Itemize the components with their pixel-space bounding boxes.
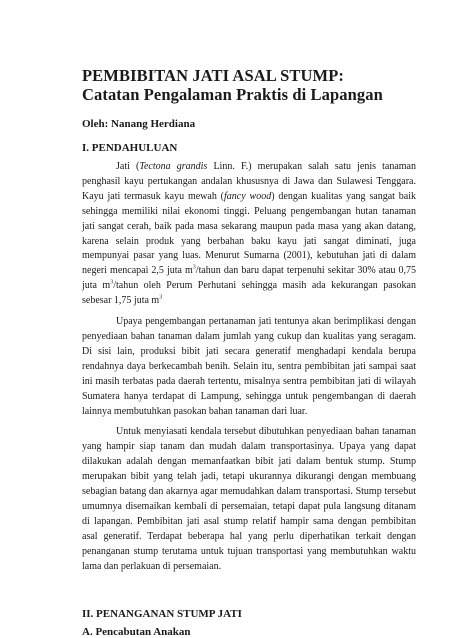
subsection-heading-pencabutan: A. Pencabutan Anakan [82, 626, 191, 638]
author-line: Oleh: Nanang Herdiana [82, 118, 196, 130]
document-title [82, 66, 416, 104]
section-heading-penanganan: II. PENANGANAN STUMP JATI [82, 608, 242, 621]
title-line-2: Catatan Pengalaman Praktis di Lapangan [82, 85, 383, 104]
paragraph-3: Untuk menyiasati kendala tersebut dibutuhkan penyediaan bahan tanaman yang hampir siap tanam dan mudah dalam transportasinya. Upaya yang dapat dilakukan adalah dengan memanfaatkan bibit jati dalam bentuk stump. Stump merupakan bibit yang telah jadi, tetapi ukurannya dikurangi dengan membuang sebagian batang dan akarnya agar memudahkan dalam transportasi. Stump tersebut umumnya disemaikan kembali di persemaian, tetapi dapat pula langsung ditanam di lapangan. Pembibitan jati asal stump relatif hampir sama dengan pembibitan asal generatif. Terdapat beberapa hal yang perlu diperhatikan terkait dengan penanganan stump terutama untuk tujuan transportasi yang membutuhkan waktu lama dan perlakuan di persemaian. [82, 426, 416, 572]
title-line-1: PEMBIBITAN JATI ASAL STUMP: [82, 66, 345, 85]
paragraph-1: Jati (Tectona grandis Linn. F.) merupakan salah satu jenis tanaman penghasil kayu pertukangan andalan khususnya di Jawa dan Sulawesi Tenggara. Kayu jati termasuk kayu mewah (fancy wood) dengan kualitas yang sangat baik sehingga memiliki nilai ekonomi tinggi. Peluang pengembangan hutan tanaman jati sangat cerah, baik pada masa sekarang maupun pada masa yang akan datang, karena selain produk yang berbahan baku kayu jati sangat diminati, juga mempunyai pasar yang luas. Menurut Sumarna (2001), kebutuhan jati di dalam negeri mencapai 2,5 juta $m^3$/tahun dan baru dapat terpenuhi sekitar 30% atau 0,75 juta $m^3$/tahun oleh Perum Perhutani sehingga masih ada kekurangan pasokan sebesar 1,75 juta $m^3$ [82, 161, 417, 307]
paragraph-2: Upaya pengembangan pertanaman jati tentunya akan berimplikasi dengan penyediaan bahan tanaman dalam jumlah yang cukup dan kualitas yang seragam. Di sisi lain, produksi bibit jati secara generatif menghadapi kendala berupa rendahnya daya berkecambah benih. Selain itu, sentra pembibitan jati sampai saat ini masih terbatas pada daerah tertentu, misalnya sentra pembibitan jati di wilayah Sumatera hanya terdapat di Lampung, sehingga untuk pengembangan di daerah lainnya membutuhkan pasokan bahan tanaman dari luar. [82, 316, 416, 417]
section-heading-pendahuluan: I. PENDAHULUAN [82, 142, 178, 154]
